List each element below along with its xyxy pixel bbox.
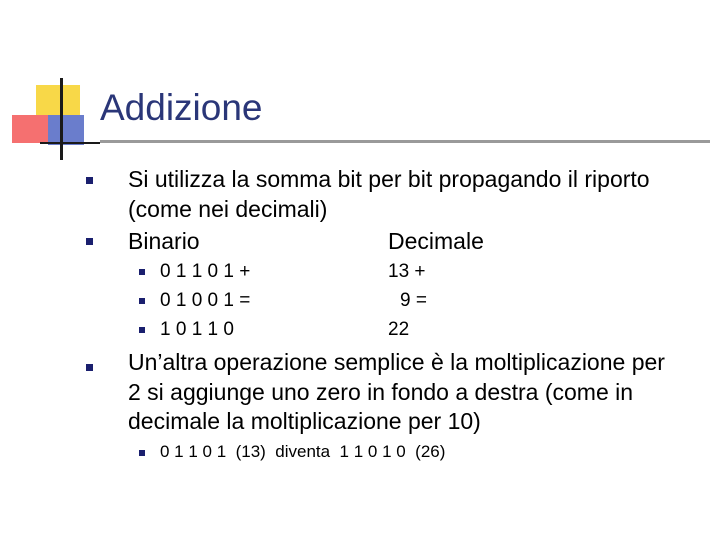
bullet-1-line-2: (come nei decimali) bbox=[128, 196, 328, 222]
shift-example: 0 1 1 0 1 (13) diventa 1 1 0 1 0 (26) bbox=[160, 442, 446, 461]
title-underline bbox=[100, 140, 710, 143]
slide-title: Addizione bbox=[100, 87, 263, 128]
decimal-row-1: 13 + bbox=[388, 261, 426, 282]
binary-row-3: 1 0 1 1 0 bbox=[160, 319, 234, 340]
decimal-label: Decimale bbox=[388, 228, 484, 254]
decimal-row-3: 22 bbox=[388, 319, 410, 340]
logo-vertical-line bbox=[60, 78, 63, 160]
sub-bullet-icon bbox=[139, 269, 145, 275]
binary-row-1: 0 1 1 0 1 + bbox=[160, 261, 251, 282]
binary-label: Binario bbox=[128, 228, 200, 254]
bullet-3-line-3: decimale la moltiplicazione per 10) bbox=[128, 408, 481, 434]
sub-bullet-icon bbox=[139, 450, 145, 456]
bullet-3-line-2: 2 si aggiunge uno zero in fondo a destra (come in bbox=[128, 379, 634, 405]
bullet-3-line-1: Un’altra operazione semplice è la moltiplicazione per bbox=[128, 349, 665, 375]
bullet-icon bbox=[86, 364, 93, 371]
bullet-1-line-1: Si utilizza la somma bit per bit propagando il riporto bbox=[128, 166, 650, 192]
sub-bullet-icon bbox=[139, 327, 145, 333]
bullet-icon bbox=[86, 177, 93, 184]
logo-horizontal-line bbox=[40, 142, 100, 144]
binary-row-2: 0 1 0 0 1 = bbox=[160, 290, 251, 311]
logo-blue-square bbox=[48, 115, 84, 145]
decimal-row-2: 9 = bbox=[400, 290, 427, 311]
bullet-icon bbox=[86, 238, 93, 245]
sub-bullet-icon bbox=[139, 298, 145, 304]
